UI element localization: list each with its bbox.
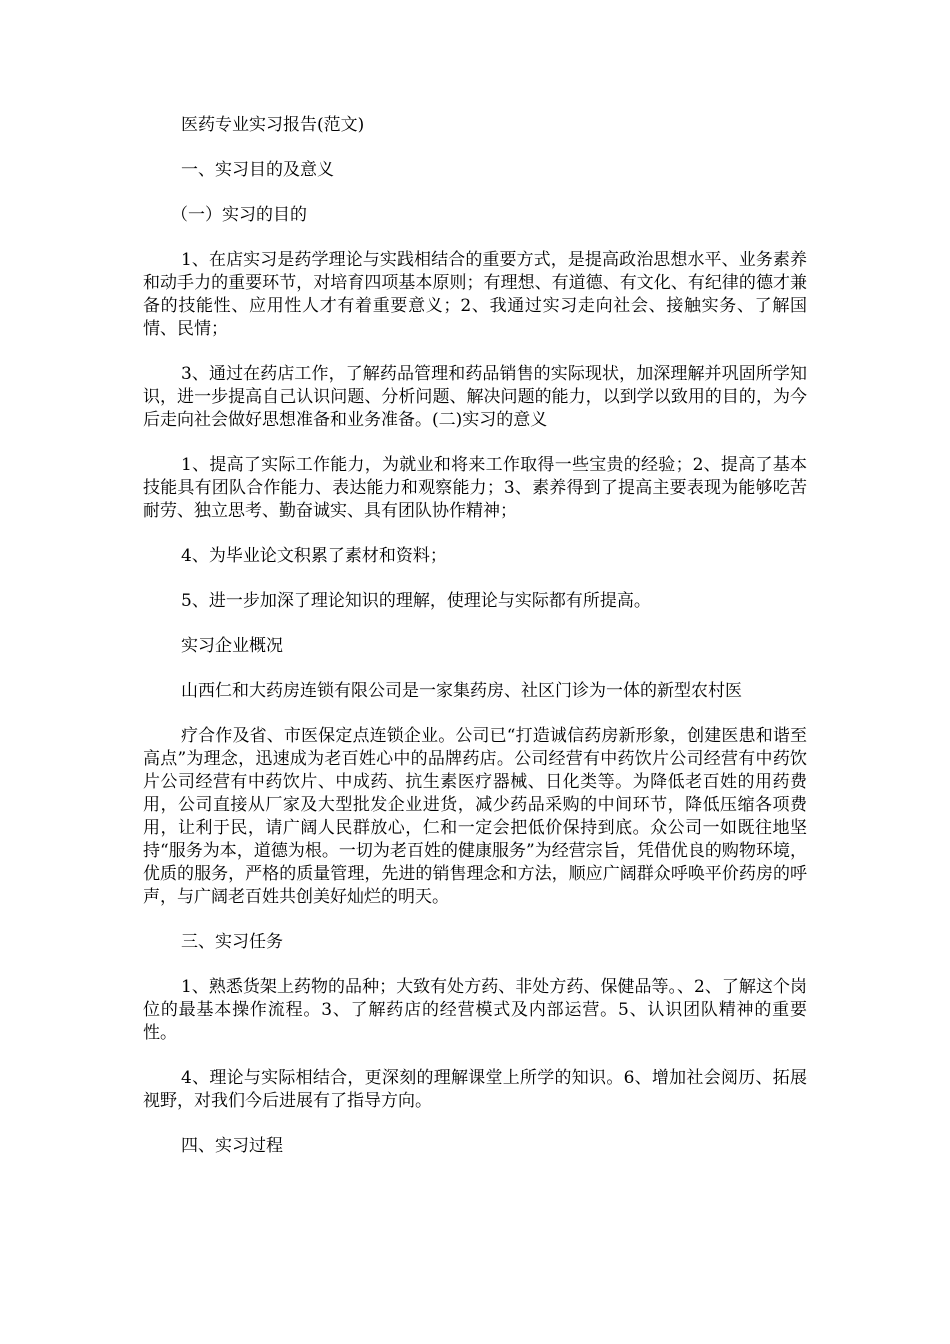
paragraph-task-2: 4、理论与实际相结合，更深刻的理解课堂上所学的知识。6、增加社会阅历、拓展视野，对我们今后进展有了指导方向。: [143, 1068, 807, 1111]
paragraph-company-2: 疗合作及省、市医保定点连锁企业。公司已“打造诚信药房新形象，创建医患和谐至高点”为理念，迅速成为老百姓心中的品牌药店。公司经营有中药饮片公司经营有中药饮片公司经营有中药饮片、中成药、抗生素医疗器械、日化类等。为降低老百姓的用药费用，公司直接从厂家及大型批发企业进货，减少药品采购的中间环节，降低压缩各项费用，让利于民，请广阔人民群放心，仁和一定会把低价保持到底。众公司一如既往地坚持“服务为本，道德为根。一切为老百姓的健康服务”为经营宗旨，凭借优良的购物环境，优质的服务，严格的质量管理，先进的销售理念和方法，顺应广阔群众呼唤平价药房的呼声，与广阔老百姓共创美好灿烂的明天。: [143, 726, 807, 907]
paragraph-task-1: 1、熟悉货架上药物的品种；大致有处方药、非处方药、保健品等。、2、了解这个岗位的最基本操作流程。3、了解药店的经营模式及内部运营。5、认识团队精神的重要性。: [143, 977, 807, 1043]
section-heading-purpose-and-meaning: 一、实习目的及意义: [181, 160, 334, 180]
section-heading-tasks: 三、实习任务: [181, 932, 283, 952]
paragraph-meaning-4: 4、为毕业论文积累了素材和资料；: [181, 546, 447, 566]
document-body: [143, 114, 807, 1158]
paragraph-company-1: 山西仁和大药房连锁有限公司是一家集药房、社区门诊为一体的新型农村医: [181, 681, 742, 701]
paragraph-meaning-5: 5、进一步加深了理论知识的理解，使理论与实际都有所提高。: [181, 591, 651, 611]
paragraph-purpose-1: 1、在店实习是药学理论与实践相结合的重要方式，是提高政治思想水平、业务素养和动手力的重要环节，对培育四项基本原则；有理想、有道德、有文化、有纪律的德才兼备的技能性、应用性人才有着重要意义；2、我通过实习走向社会、接触实务、了解国情、民情；: [143, 250, 807, 339]
paragraph-purpose-2: 3、通过在药店工作，了解药品管理和药品销售的实际现状，加深理解并巩固所学知识，进一步提高自己认识问题、分析问题、解决问题的能力，以到学以致用的目的，为今后走向社会做好思想准备和业务准备。(二)实习的意义: [143, 364, 807, 430]
document-title: 医药专业实习报告(范文): [181, 115, 365, 135]
subsection-heading-purpose: （一）实习的目的: [171, 205, 307, 225]
section-heading-company: 实习企业概况: [181, 636, 283, 656]
section-heading-process: 四、实习过程: [181, 1136, 283, 1156]
paragraph-meaning-1: 1、提高了实际工作能力，为就业和将来工作取得一些宝贵的经验；2、提高了基本技能具有团队合作能力、表达能力和观察能力；3、素养得到了提高主要表现为能够吃苦耐劳、独立思考、勤奋诚实、具有团队协作精神；: [143, 455, 807, 521]
